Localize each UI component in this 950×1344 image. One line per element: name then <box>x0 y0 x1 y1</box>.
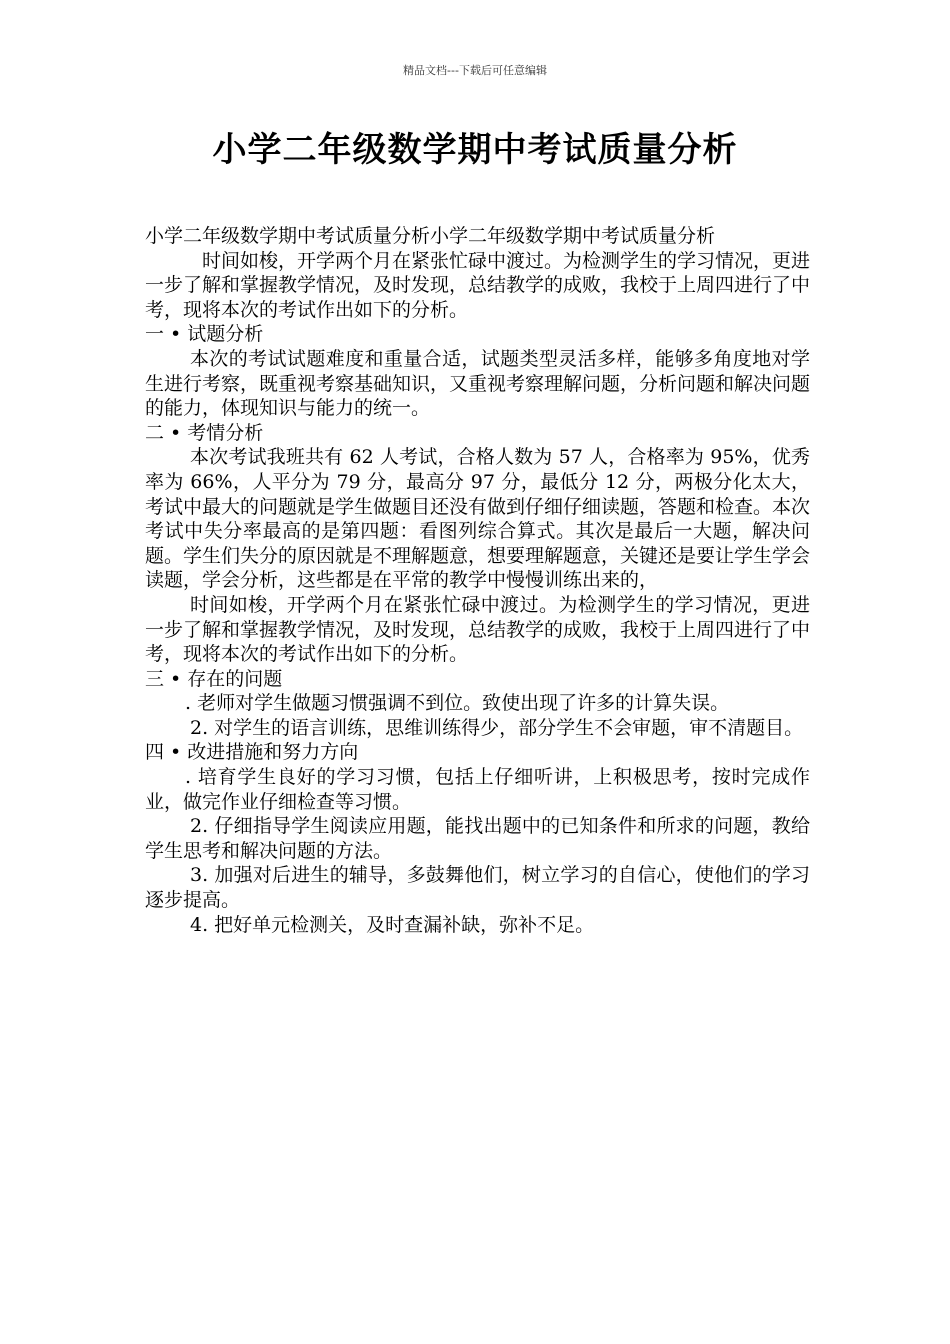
section4-item-4: 4. 把好单元检测关，及时查漏补缺，弥补不足。 <box>190 913 595 936</box>
section1-paragraph: 本次的考试试题难度和重量合适，试题类型灵活多样，能够多角度地对学生进行考察，既重视考察基础知识，又重视考察理解问题，分析问题和解决问题的能力，体现知识与能力的统一。 <box>145 347 811 420</box>
section4-heading: 四 • 改进措施和努力方向 <box>145 741 359 764</box>
section2-heading: 二 • 考情分析 <box>145 421 264 444</box>
repeat-title-paragraph: 小学二年级数学期中考试质量分析小学二年级数学期中考试质量分析 <box>145 225 716 247</box>
header-note: 精品文档---下载后可任意编辑 <box>403 64 547 77</box>
section4-item-3: 3. 加强对后进生的辅导，多鼓舞他们，树立学习的自信心，使他们的学习逐步提高。 <box>145 864 810 912</box>
intro-paragraph: 时间如梭，开学两个月在紧张忙碌中渡过。为检测学生的学习情况，更进一步了解和掌握教学情况，及时发现，总结教学的成败，我校于上周四进行了中考，现将本次的考试作出如下的分析。 <box>145 249 811 321</box>
section2-paragraph: 本次考试我班共有 62 人考试，合格人数为 57 人，合格率为 95%，优秀率为 66%，人平分为 79 分，最高分 97 分，最低分 12 分，两极分化太大，考试中最大的问题就是学生做题目还没有做到仔细仔细读题，答题和检查。本次考试中失分率最高的是第四题：看图列综合算式。其次是最后一大题，解决问题。学生们失分的原因就是不理解题意，想要理解题意，关键还是要让学生学会读题，学会分析，这些都是在平常的教学中慢慢训练出来的， <box>145 446 811 592</box>
document-body <box>145 224 810 937</box>
section4-item-1: . 培育学生良好的学习习惯，包括上仔细听讲，上积极思考，按时完成作业，做完作业仔细检查等习惯。 <box>145 766 810 813</box>
section3-item-2: 2. 对学生的语言训练，思维训练得少，部分学生不会审题，审不清题目。 <box>190 716 804 739</box>
section1-heading: 一 • 试题分析 <box>145 323 264 346</box>
section4-item-2: 2. 仔细指导学生阅读应用题，能找出题中的已知条件和所求的问题，教给学生思考和解决问题的方法。 <box>145 815 810 862</box>
document-title: 小学二年级数学期中考试质量分析 <box>212 130 738 170</box>
section2-repeat-paragraph: 时间如梭，开学两个月在紧张忙碌中渡过。为检测学生的学习情况，更进一步了解和掌握教学情况，及时发现，总结教学的成败，我校于上周四进行了中考，现将本次的考试作出如下的分析。 <box>145 593 811 666</box>
section3-item-1: . 老师对学生做题习惯强调不到位。致使出现了许多的计算失误。 <box>185 692 730 715</box>
section3-heading: 三 • 存在的问题 <box>145 667 283 690</box>
